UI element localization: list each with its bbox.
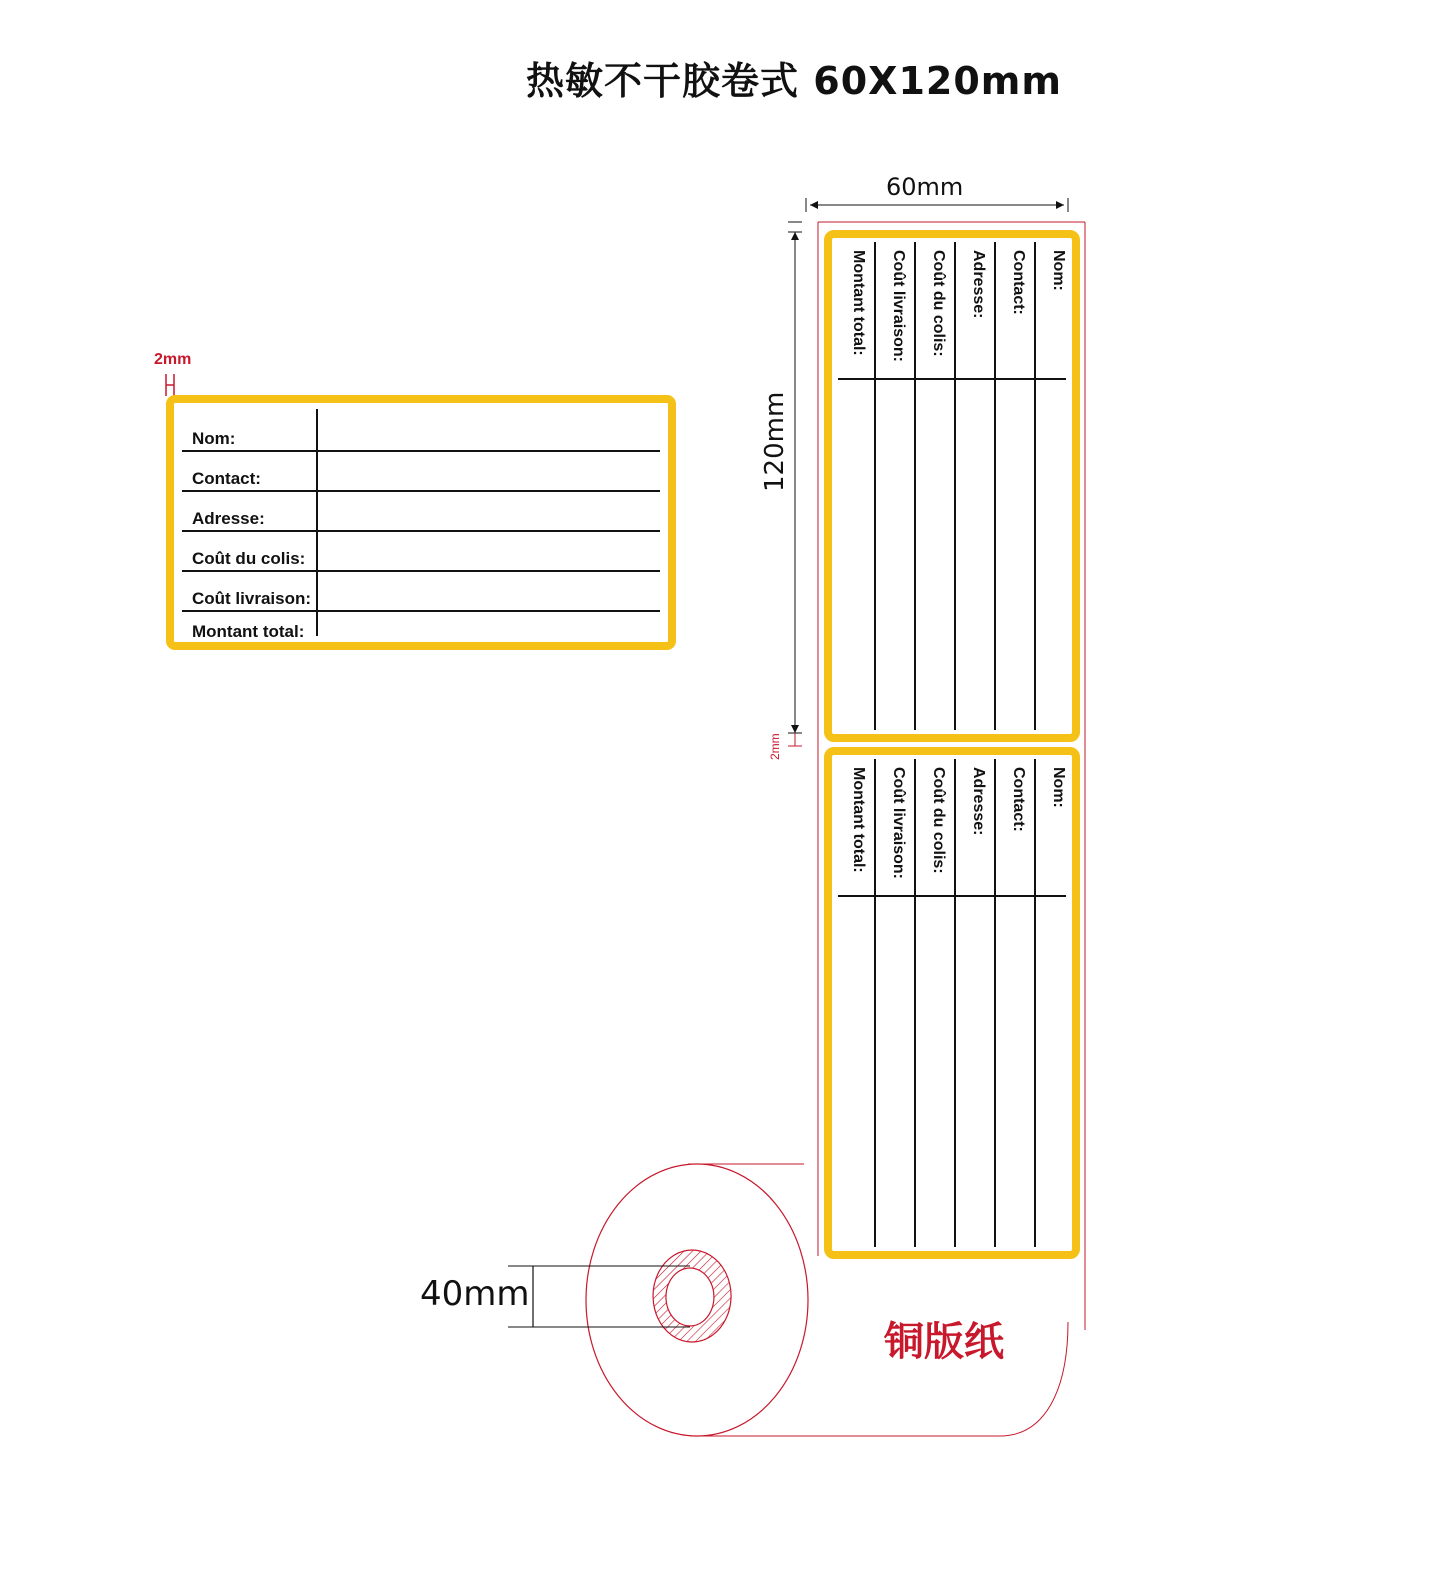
field-label: Nom: (1050, 767, 1067, 808)
roll-label-bottom (824, 747, 1080, 1259)
field-label: Montant total: (850, 250, 867, 356)
field-label: Adresse: (970, 767, 987, 836)
field-label: Coût du colis: (930, 767, 947, 874)
field-label: Coût livraison: (890, 250, 907, 363)
margin-dimension: 2mm (154, 351, 192, 368)
height-dimension: 120mm (760, 391, 790, 492)
field-label: Coût livraison: (890, 767, 907, 880)
field-label: Coût du colis: (930, 250, 947, 357)
field-label: Adresse: (192, 509, 265, 528)
field-label: Contact: (192, 469, 261, 488)
paper-type: 铜版纸 (884, 1320, 1004, 1364)
width-dimension: 60mm (886, 173, 964, 201)
core-dimension: 40mm (420, 1274, 530, 1314)
field-label: Nom: (1050, 250, 1067, 291)
roll-outer (586, 1164, 808, 1436)
field-label: Nom: (192, 429, 236, 448)
field-label: Contact: (1010, 250, 1027, 315)
field-label: Coût du colis: (192, 549, 306, 568)
gap-dimension: 2mm (768, 733, 782, 760)
roll-core (653, 1250, 731, 1342)
field-label: Montant total: (850, 767, 867, 873)
field-label: Contact: (1010, 767, 1027, 832)
page-title: 热敏不干胶卷式 60X120mm (526, 59, 1062, 103)
roll-label-top (824, 230, 1080, 742)
field-label: Adresse: (970, 250, 987, 319)
field-label: Coût livraison: (192, 589, 312, 608)
field-label: Montant total: (192, 622, 305, 641)
